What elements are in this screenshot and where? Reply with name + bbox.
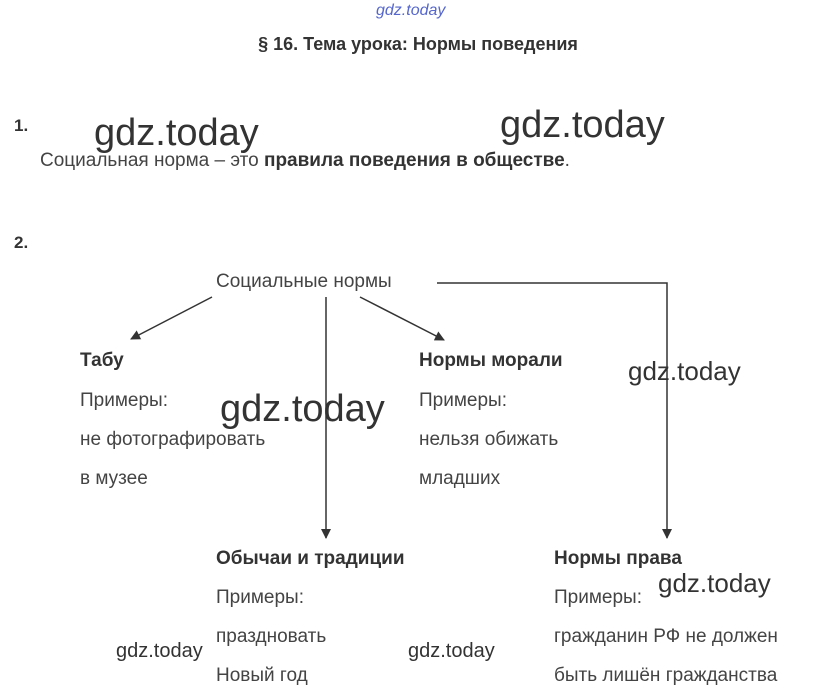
watermark-6: gdz.today: [116, 640, 203, 662]
diagram-root: Социальные нормы: [216, 271, 392, 292]
page-title: § 16. Тема урока: Нормы поведения: [258, 34, 578, 54]
category-morali-example-1: нельзя обижать: [419, 429, 559, 450]
arrow-to-tabu: [131, 297, 212, 339]
category-obychai-examples-label: Примеры:: [216, 587, 304, 608]
category-prava-title: Нормы права: [554, 548, 682, 569]
watermark-5: gdz.today: [658, 568, 771, 598]
watermark-1: gdz.today: [94, 112, 259, 154]
watermark-2: gdz.today: [500, 104, 665, 146]
task-1-number: 1.: [14, 116, 29, 135]
category-obychai-example-1: праздновать: [216, 626, 327, 647]
watermark-3: gdz.today: [628, 356, 741, 386]
arrow-to-morali: [360, 297, 444, 340]
definition-suffix: .: [564, 150, 570, 171]
category-prava-example-1: гражданин РФ не должен: [554, 626, 778, 647]
watermark-4: gdz.today: [220, 388, 385, 430]
task-2-number: 2.: [14, 233, 29, 252]
category-morali-examples-label: Примеры:: [419, 390, 507, 411]
category-prava-examples-label: Примеры:: [554, 587, 642, 608]
category-prava-example-2: быть лишён гражданства: [554, 665, 778, 686]
watermark-top: gdz.today: [376, 2, 446, 19]
category-tabu-example-1: не фотографировать: [80, 429, 266, 450]
category-morali-example-2: младших: [419, 468, 501, 489]
category-tabu-example-2: в музее: [80, 468, 148, 489]
category-tabu-examples-label: Примеры:: [80, 390, 168, 411]
category-tabu-title: Табу: [80, 350, 124, 371]
definition-prefix: Социальная норма – это: [40, 150, 264, 171]
definition-bold: правила поведения в обществе: [263, 150, 565, 171]
category-obychai-example-2: Новый год: [216, 665, 308, 686]
watermark-7: gdz.today: [408, 640, 495, 662]
category-morali-title: Нормы морали: [419, 350, 563, 371]
category-obychai-title: Обычаи и традиции: [216, 548, 405, 569]
